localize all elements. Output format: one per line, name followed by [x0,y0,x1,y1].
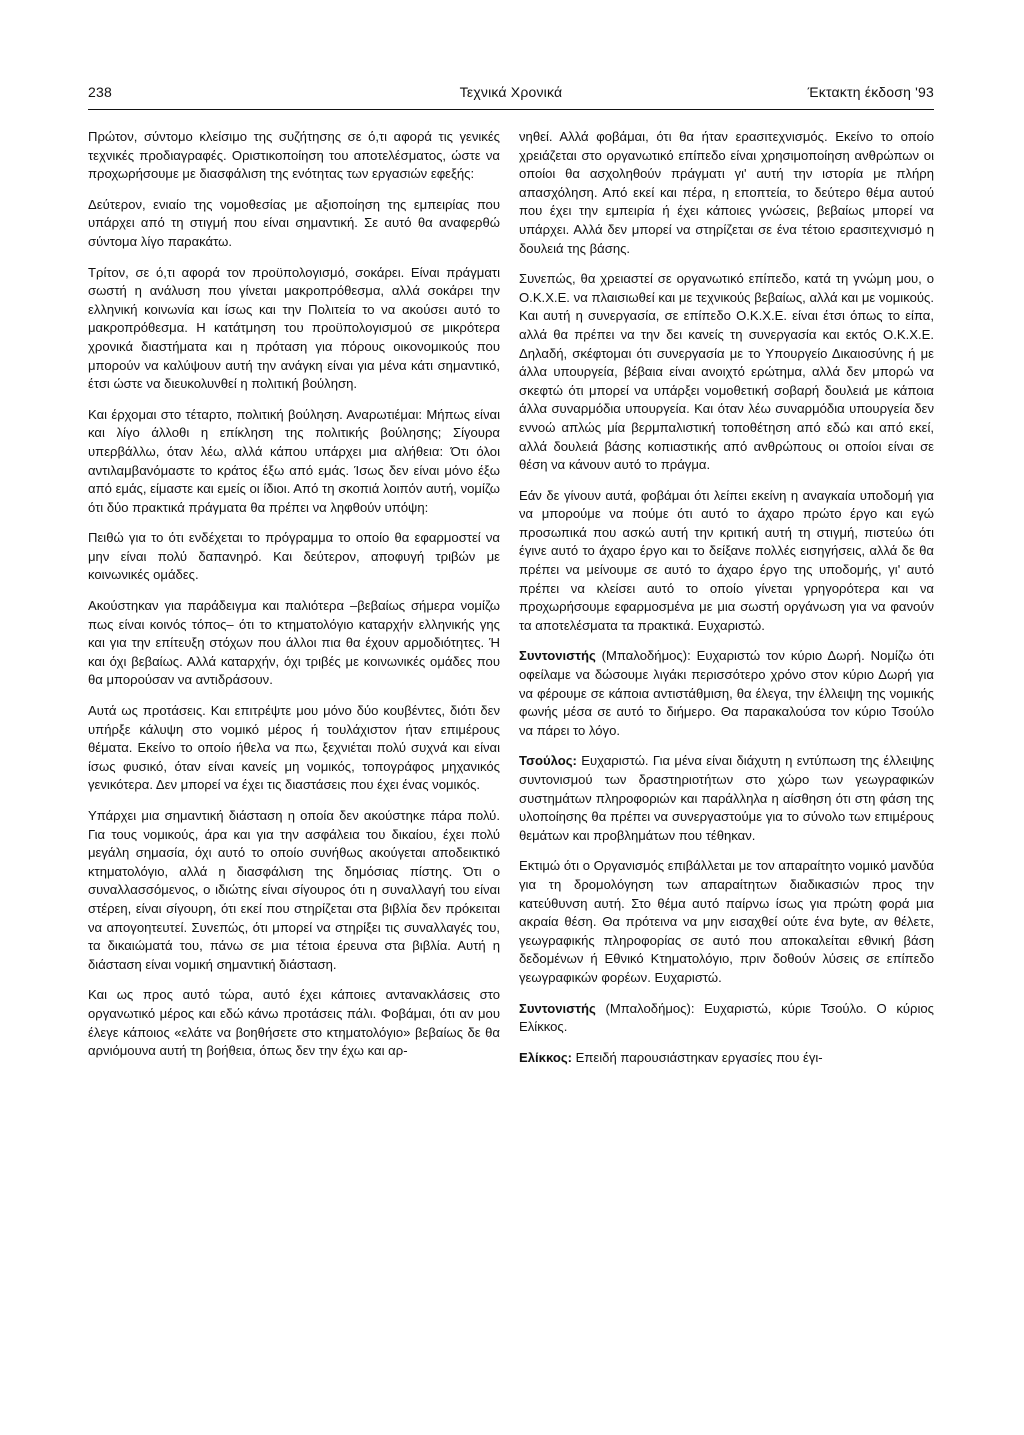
paragraph-text: Και ως προς αυτό τώρα, αυτό έχει κάποιες αντανακλάσεις στο οργανωτικό μέρος και εδώ κάνω προτάσεις πάλι. Φοβάμαι, ότι αν μου έλεγε κάποιος «ελάτε να βοηθήσετε στο κτηματολόγιο» βεβαίως δε θα αρνιόμουνα αυτή τη βοήθεια, όπως δεν την έχω και αρ- [88,987,500,1059]
paragraph-text: Εκτιμώ ότι ο Οργανισμός επιβάλλεται με τον απαραίτητο νομικό μανδύα για τη δρομολόγηση των απαραίτητων διαδικασιών προς την κατεύθυνση αυτή. Στο θέμα αυτό παίρνω ίσως για πρώτη φορά μια ακραία θέση. Θα πρότεινα να μην εισαχθεί ούτε ένα byte, αν θέλετε, γεωγραφικής πληροφορίας σε αυτό που αποκαλείται εθνική βάση δεδομένων ή Εθνικό Κτηματολόγιο, πριν δοθούν λύσεις σε επίπεδο γεωγραφικών φορέων. Ευχαριστώ. [519,858,934,985]
paragraph [519,647,934,740]
paragraph-text: (Μπαλοδήμος): Ευχαριστώ, κύριε Τσούλο. Ο κύριος Ελίκκος. [519,1000,934,1035]
paragraph-text: Συνεπώς, θα χρειαστεί σε οργανωτικό επίπεδο, κατά τη γνώμη μου, ο Ο.Κ.Χ.Ε. να πλαισιωθεί και με τεχνικούς βεβαίως, αλλά και με νομικούς. Και αυτή η συνεργασία, σε επίπεδο Ο.Κ.Χ.Ε. είναι έτσι όπως το είπα, αλλά θα πρέπει να την δει κανείς τη συνεργασία και εκτός Ο.Κ.Χ.Ε. Δηλαδή, σκέφτομαι ότι συνεργασία με το Υπουργείο Δικαιοσύνης ή με άλλα υπουργεία, βέβαια είναι ανοιχτό ερώτημα, αλλά δεν μπορώ να σκεφτώ ότι μπορεί να υπάρξει νομοθετική σοβαρή δουλειά με κάποια άλλα συναρμόδια υπουργεία. Και όταν λέω συναρμόδια υπουργεία δεν εννοώ απλώς μία βερμπαλιστική τοποθέτηση από εδώ και από εκεί, αλλά δουλειά βάσης κοπιαστικής από ανθρώπους οι οποίοι είναι σε θέση να κάνουν αυτό το πράγμα. [519,271,934,473]
paragraph [519,487,934,636]
paragraph [88,264,500,394]
paragraph-text: Ευχαριστώ. Για μένα είναι διάχυτη η εντύπωση της έλλειψης συντονισμού των δραστηριοτήτων στο χώρο των γεωγραφικών συστημάτων πληροφοριών και παράλληλα η αίσθηση ότι στη φάση της υλοποίησης θα πρέπει να συνεργαστούμε για το σύνολο των επιμέρους θεμάτων και προβλημάτων που τέθηκαν. [519,753,934,843]
paragraph [519,270,934,475]
paragraph [519,1000,934,1037]
paragraph [519,752,934,845]
paragraph [88,529,500,585]
paragraph-text: Επειδή παρουσιάστηκαν εργασίες που έγι- [572,1049,823,1065]
right-column [519,128,934,1079]
paragraph [519,857,934,987]
paragraph-text: Και έρχομαι στο τέταρτο, πολιτική βούληση. Αναρωτιέμαι: Μήπως είναι και λίγο άλλοθι η επίκληση της πολιτικής βούλησης; Σίγουρα υπερβάλλω, όταν λέω, αλλά κάπου υπάρχει μια αλήθεια: Ότι όλοι αντιλαμβανόμαστε το κράτος έξω από εμάς. Ίσως δεν είναι μόνο έξω από εμάς, είμαστε και εμείς οι ίδιοι. Από τη σκοπιά λοιπόν αυτή, νομίζω ότι δύο πρακτικά πράγματα θα πρέπει να ληφθούν υπόψη: [88,406,500,515]
paragraph-text: Τρίτον, σε ό,τι αφορά τον προϋπολογισμό, σοκάρει. Είναι πράγματι σωστή η ανάλυση που γίνεται μακροπρόθεσμα, αλλά σοκάρει την ελληνική κοινωνία και ίσως και την Πολιτεία το να ακούσει αυτό το μακροπρόθεσμα. Η κατάτμηση του προϋπολογισμού σε μικρότερα χρονικά διαστήματα και η πρόταση για πόρους οικονομικούς που μπορούν να καλύψουν αυτή την ανάγκη είναι για μένα κάτι σημαντικό, έτσι ώστε να διευκολυνθεί η πολιτική βούληση. [88,264,500,392]
paragraph-text: Αυτά ως προτάσεις. Και επιτρέψτε μου μόνο δύο κουβέντες, διότι δεν υπήρξε κάλυψη στο νομικό μέρος ή τουλάχιστον ήταν επιμέρους θέματα. Εκείνο το οποίο ήθελα να πω, ξεχνιέται πολύ συχνά και είναι ίσως φυσικό, όταν είναι κανείς μη νομικός, τοπογράφος μηχανικός γενικότερα. Δεν μπορεί να έχει τις διαστάσεις που έχει ένας νομικός. [88,703,500,793]
paragraph-text: Πρώτον, σύντομο κλείσιμο της συζήτησης σε ό,τι αφορά τις γενικές τεχνικές προδιαγραφές. Οριστικοποίηση του αποτελέσματος, ώστε να προχωρήσουμε με διασφάλιση της ενότητας των εργασιών εφεξής: [88,129,500,182]
speaker-name: Συντονιστής [519,1000,596,1016]
header-rule [88,109,934,110]
paragraph [88,196,500,252]
running-header [88,84,934,106]
left-column [88,128,500,1073]
paragraph-text: Πειθώ για το ότι ενδέχεται το πρόγραμμα το οποίο θα εφαρμοστεί να μην είναι πολύ δαπανηρό. Και δεύτερον, αποφυγή τριβών με κοινωνικές ομάδες. [88,530,500,583]
paragraph [519,1049,934,1068]
paragraph [88,128,500,184]
paragraph [88,986,500,1060]
paragraph-text: Υπάρχει μια σημαντική διάσταση η οποία δεν ακούστηκε πάρα πολύ. Για τους νομικούς, άρα και για την ασφάλεια του δικαίου, έχει πολύ μεγάλη σημασία, όχι αυτό το οποίο συνήθως ακούγεται αποδεικτικό κτηματολόγιο, αλλά η διασφάλιση της δημόσιας πίστης. Ότι ο συναλλασσόμενος, ο ιδιώτης είναι σίγουρος ότι η συναλλαγή του είναι στέρεη, είναι σίγουρη, ότι εκεί που στηρίζεται στα βιβλία δεν πρόκειται να απογοητευτεί. Συνεπώς, ότι μπορεί να στηρίξει τις συναλλαγές του, τα δικαιώματά του, πάνω σε μια τέτοια έρευνα στα βιβλία. Αυτή η διάσταση είναι νομική σημαντική διάσταση. [88,808,500,972]
paragraph-text: νηθεί. Αλλά φοβάμαι, ότι θα ήταν ερασιτεχνισμός. Εκείνο το οποίο χρειάζεται στο οργανωτικό επίπεδο είναι χρησιμοποίηση ανθρώπων οι οποίοι θα ασχοληθούν πράγματι γι' αυτή την ιστορία με πλήρη απασχόληση. Από εκεί και πέρα, η εποπτεία, το δεύτερο θέμα αυτού που έχει την εμπειρία ή έχει κάποιες γνώσεις, βεβαίως μπορεί να υπάρχει. Αλλά δεν μπορεί να στηρίζεται σε ένα τέτοιο ερασιτεχνισμό η δουλειά της βάσης. [519,129,934,256]
edition-label: Έκτακτη έκδοση '93 [807,84,934,100]
paragraph [88,597,500,690]
speaker-name: Τσούλος: [519,753,577,769]
speaker-name: Συντονιστής [519,648,596,664]
paragraph [88,406,500,518]
paragraph [88,702,500,795]
paragraph-text: (Μπαλοδήμος): Ευχαριστώ τον κύριο Δωρή. Νομίζω ότι οφείλαμε να δώσουμε λιγάκι περισσότερο χρόνο στον κύριο Δωρή για να φέρουμε σε κάποια αντιστάθμιση, θα έλεγα, την έλλειψη της νομικής φωνής μέσα σε αυτό το διήμερο. Θα παρακαλούσα τον κύριο Τσούλο να πάρει το λόγο. [519,648,934,738]
speaker-name: Ελίκκος: [519,1049,572,1065]
paragraph-text: Δεύτερον, ενιαίο της νομοθεσίας με αξιοποίηση της εμπειρίας που υπάρχει από τη στιγμή που είναι σημαντική. Σε αυτό θα αναφερθώ σύντομα λίγο παρακάτω. [88,196,500,249]
paragraph-text: Εάν δε γίνουν αυτά, φοβάμαι ότι λείπει εκείνη η αναγκαία υποδομή για να μπορούμε να πούμε ότι αυτό το άχαρο πρώτο έργο και εγώ προσωπικά που ασκώ αυτή την κριτική αυτή τη στιγμή, πιστεύω ότι έγινε αυτό το άχαρο έργο και το δείξανε πολλές εισηγήσεις, αλλά δε θα πρέπει να μείνουμε σε αυτό το άχαρο έργο της υποδομής, γι' αυτό πρέπει να κλείσει αυτό το οποίο γίνεται γρηγορότερα και να προχωρήσουμε εφαρμοσμένα με μια σωστή οργάνωση για να φανούν τα αποτελέσματα τα πρακτικά. Ευχαριστώ. [519,487,934,633]
journal-title: Τεχνικά Χρονικά [459,84,563,100]
page-number: 238 [88,84,112,100]
paragraph-text: Ακούστηκαν για παράδειγμα και παλιότερα –βεβαίως σήμερα νομίζω πως είναι κοινός τόπος– ότι το κτηματολόγιο καταρχήν ελληνικής γης και για την επίτευξη στόχων που άλλοι πια θα έχουν αρμοδιότητες. Ή και όχι βεβαίως. Αλλά καταρχήν, όχι τριβές με κοινωνικές ομάδες που θα μπορούσαν να αντιδράσουν. [88,598,500,688]
paragraph [88,807,500,974]
paragraph [519,128,934,258]
